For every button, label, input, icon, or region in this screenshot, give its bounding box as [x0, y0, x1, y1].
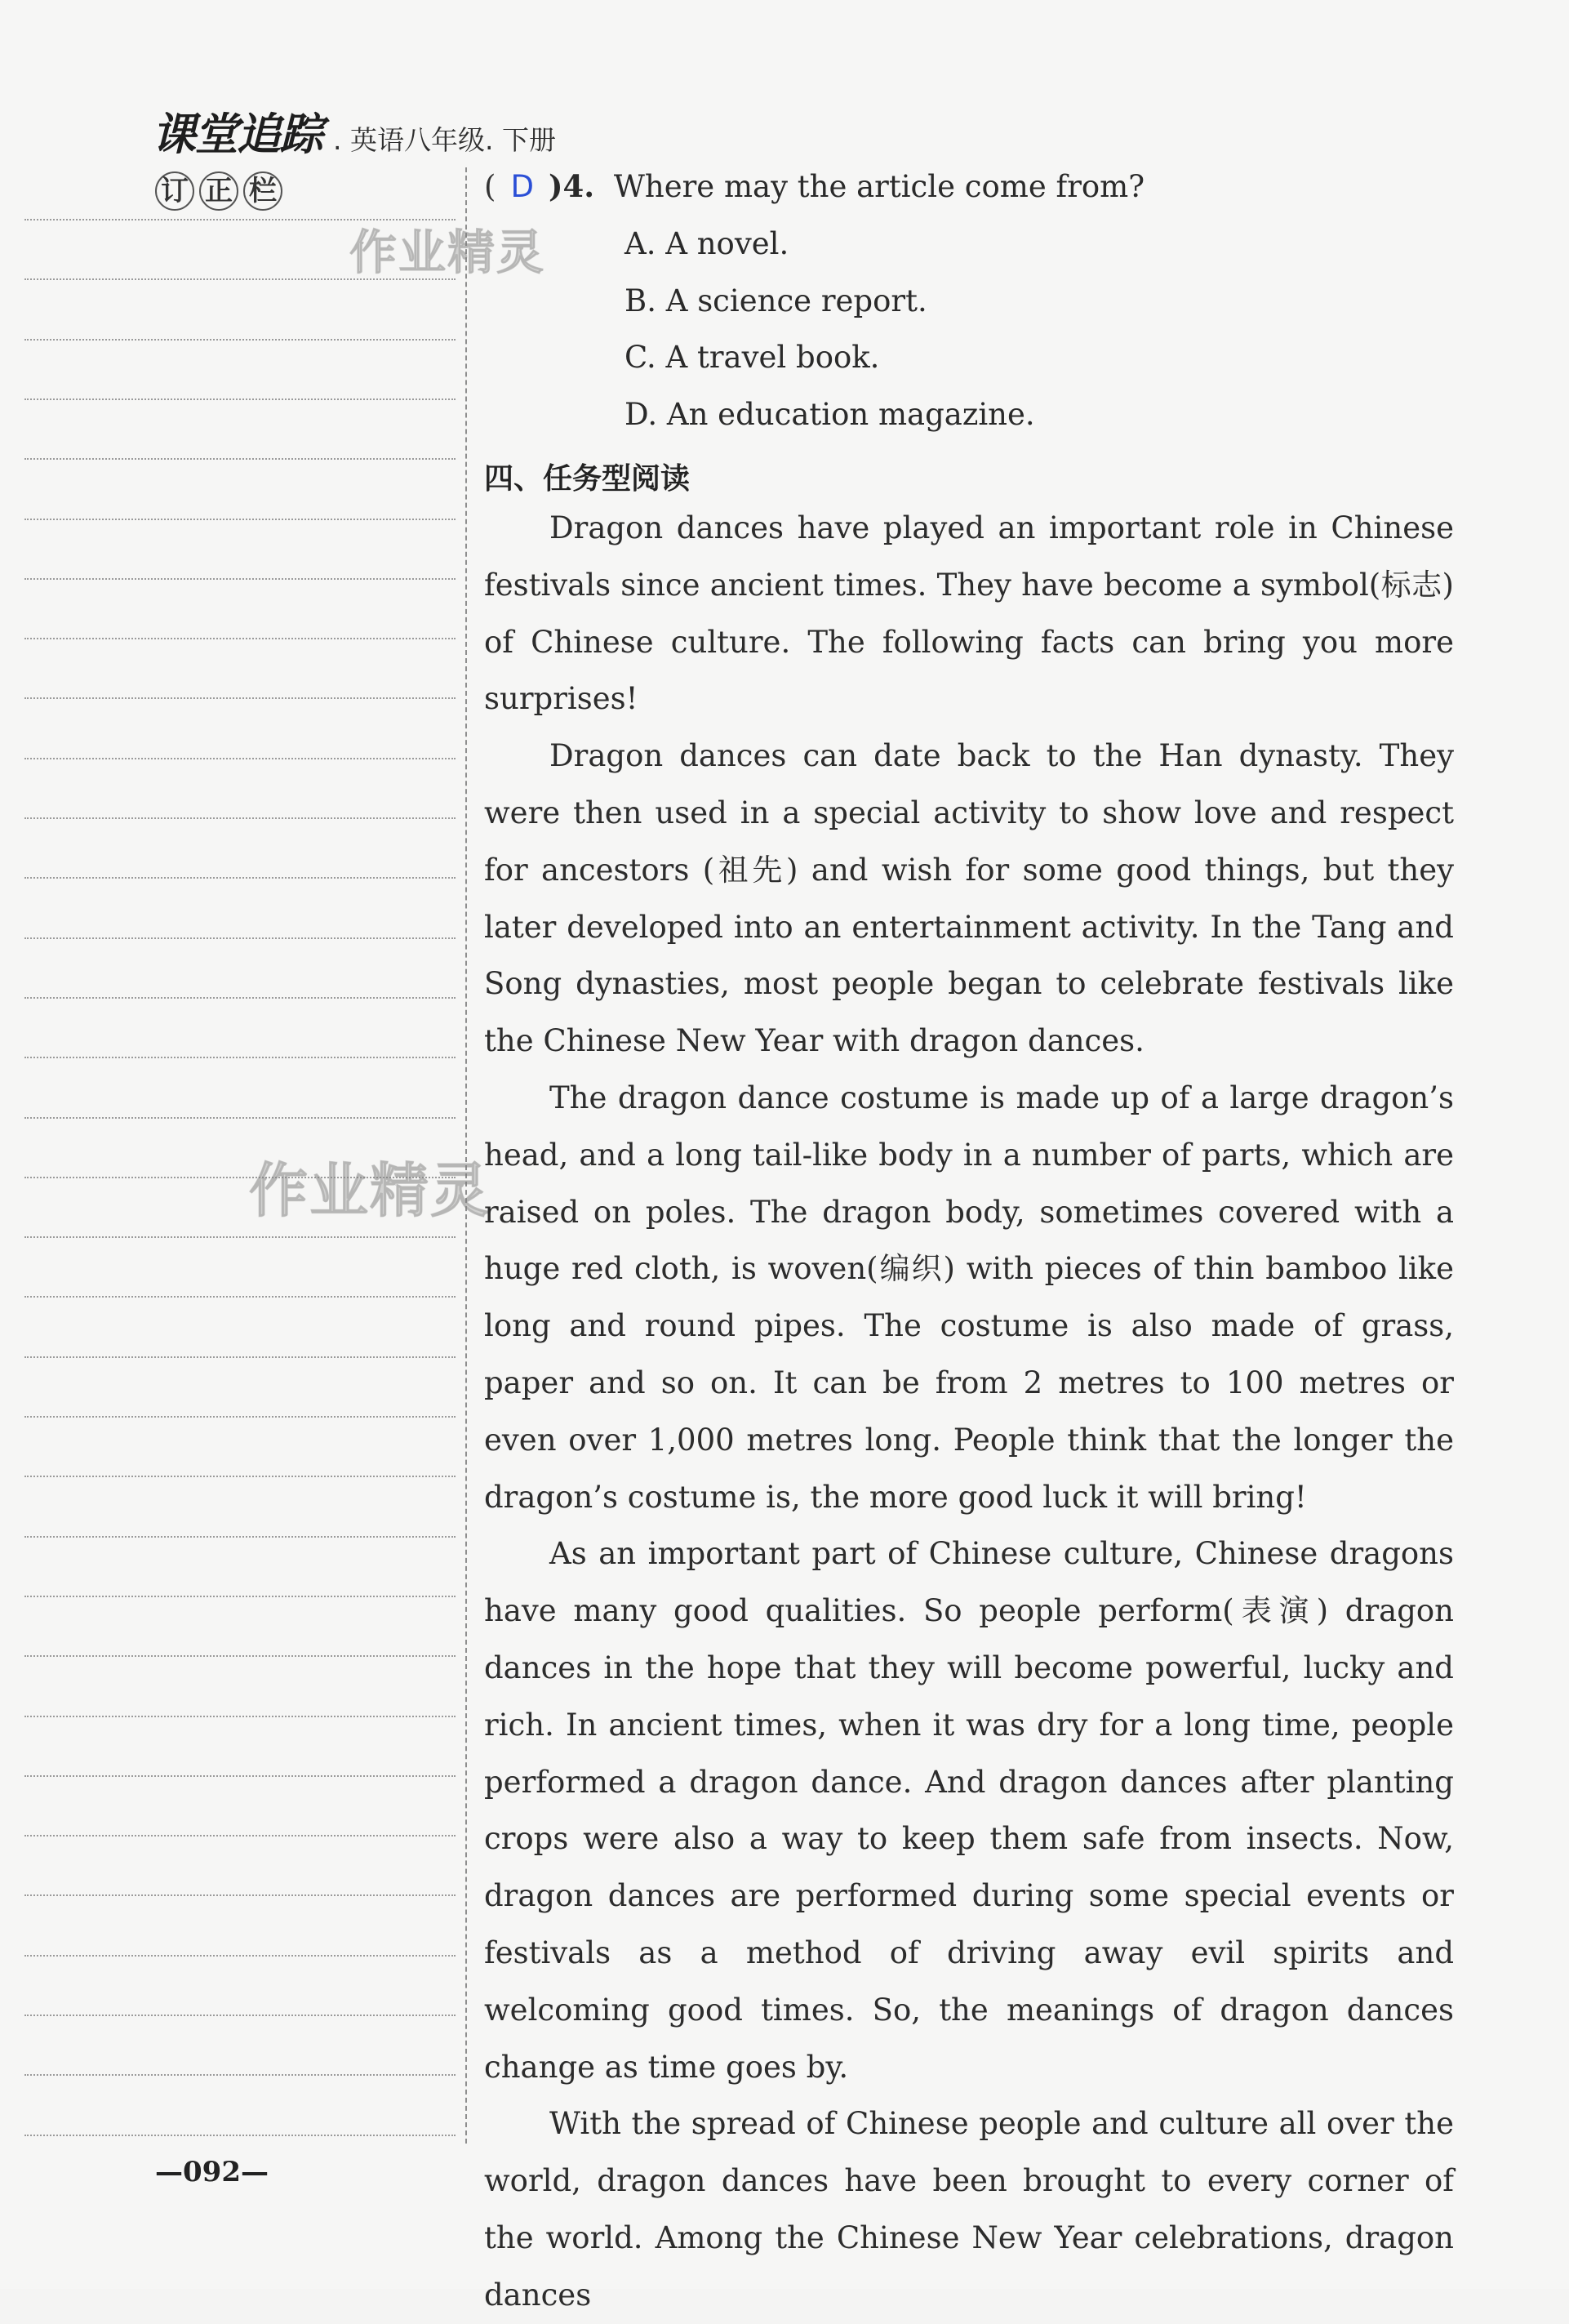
paragraph: With the spread of Chinese people and culture all over the world, dragon dances have been brought to every corner of the world. Among the Chinese New Year celebrations, dragon dances: [484, 2106, 1454, 2313]
paragraph: Dragon dances have played an important role in Chinese festivals since ancient times. They have become a symbol(标志) of Chinese culture. The following facts can bring you more surprises!: [484, 510, 1454, 717]
answer-choice: D: [510, 169, 534, 204]
reading-passage: [484, 500, 1454, 2324]
correction-line: [24, 458, 456, 460]
watermark: 作业精灵: [249, 1156, 491, 1225]
question-number: )4.: [548, 168, 595, 204]
question-text: Where may the article come from?: [613, 169, 1145, 204]
correction-line: [24, 1716, 456, 1717]
correction-line: [24, 817, 456, 819]
correction-line: [24, 1655, 456, 1657]
correction-line: [24, 1117, 456, 1119]
correction-line: [24, 1057, 456, 1058]
correction-line: [24, 1775, 456, 1777]
paragraph: As an important part of Chinese culture, Chinese dragons have many good qualities. So people perform(表演) dragon dances in the hope that they will become powerful, lucky and rich. In ancient times, when it was dry for a long time, people performed a dragon dance. And dragon dances after planting crops were also a way to keep them safe from insects. Now, dragon dances are performed during some special events or festivals as a method of driving away evil spirits and welcoming good times. So, the meanings of dragon dances change as time goes by.: [484, 1536, 1454, 2085]
correction-line: [24, 578, 456, 580]
page-number: —092—: [155, 2156, 269, 2188]
correction-char: 订: [155, 171, 194, 211]
correction-line: [24, 937, 456, 939]
correction-line: [24, 997, 456, 999]
option-b: B. A science report.: [624, 283, 927, 318]
section-title: 四、任务型阅读: [484, 462, 691, 496]
correction-line: [24, 1356, 456, 1358]
correction-line: [24, 758, 456, 759]
watermark: 作业精灵: [349, 225, 546, 280]
option-c: C. A travel book.: [624, 340, 880, 375]
correction-line: [24, 1236, 456, 1238]
paragraph: The dragon dance costume is made up of a large dragon’s head, and a long tail-like body in a number of parts, which are raised on poles. The dragon body, sometimes covered with a huge red cloth, is woven(编织) with pieces of thin bamboo like long and round pipes. The costume is also made of grass, paper and so on. It can be from 2 metres to 100 metres or even over 1,000 metres long. People think that the longer the dragon’s costume is, the more good luck it will bring!: [484, 1080, 1454, 1515]
correction-line: [24, 697, 456, 699]
correction-line: [24, 519, 456, 520]
correction-char: 栏: [243, 171, 282, 211]
page-header: [152, 91, 556, 160]
correction-line: [24, 1835, 456, 1836]
correction-line: [24, 638, 456, 639]
option-d: D. An education magazine.: [624, 397, 1035, 432]
correction-line: [24, 1955, 456, 1957]
correction-line: [24, 398, 456, 400]
correction-line: [24, 1296, 456, 1298]
option-a: A. A novel.: [624, 226, 789, 261]
correction-line: [24, 1476, 456, 1477]
correction-line: [24, 1536, 456, 1538]
question-4: [484, 168, 1145, 204]
paragraph: Dragon dances can date back to the Han dynasty. They were then used in a special activity to show love and respect for ancestors (祖先) and wish for some good things, but they later developed into an entertainment activity. In the Tang and Song dynasties, most people began to celebrate festivals like the Chinese New Year with dragon dances.: [484, 738, 1454, 1059]
correction-char: 正: [199, 171, 238, 211]
correction-line: [24, 339, 456, 341]
book-subtitle: . 英语八年级. 下册: [333, 124, 556, 156]
correction-line: [24, 1596, 456, 1597]
correction-line: [24, 877, 456, 879]
correction-line: [24, 1894, 456, 1896]
correction-line: [24, 2074, 456, 2076]
correction-line: [24, 1416, 456, 1418]
correction-line: [24, 2015, 456, 2016]
brand-logo: 课堂追踪: [152, 109, 322, 160]
correction-column-label: [155, 171, 282, 211]
answer-open-paren: (: [484, 169, 496, 204]
correction-line: [24, 2135, 456, 2136]
